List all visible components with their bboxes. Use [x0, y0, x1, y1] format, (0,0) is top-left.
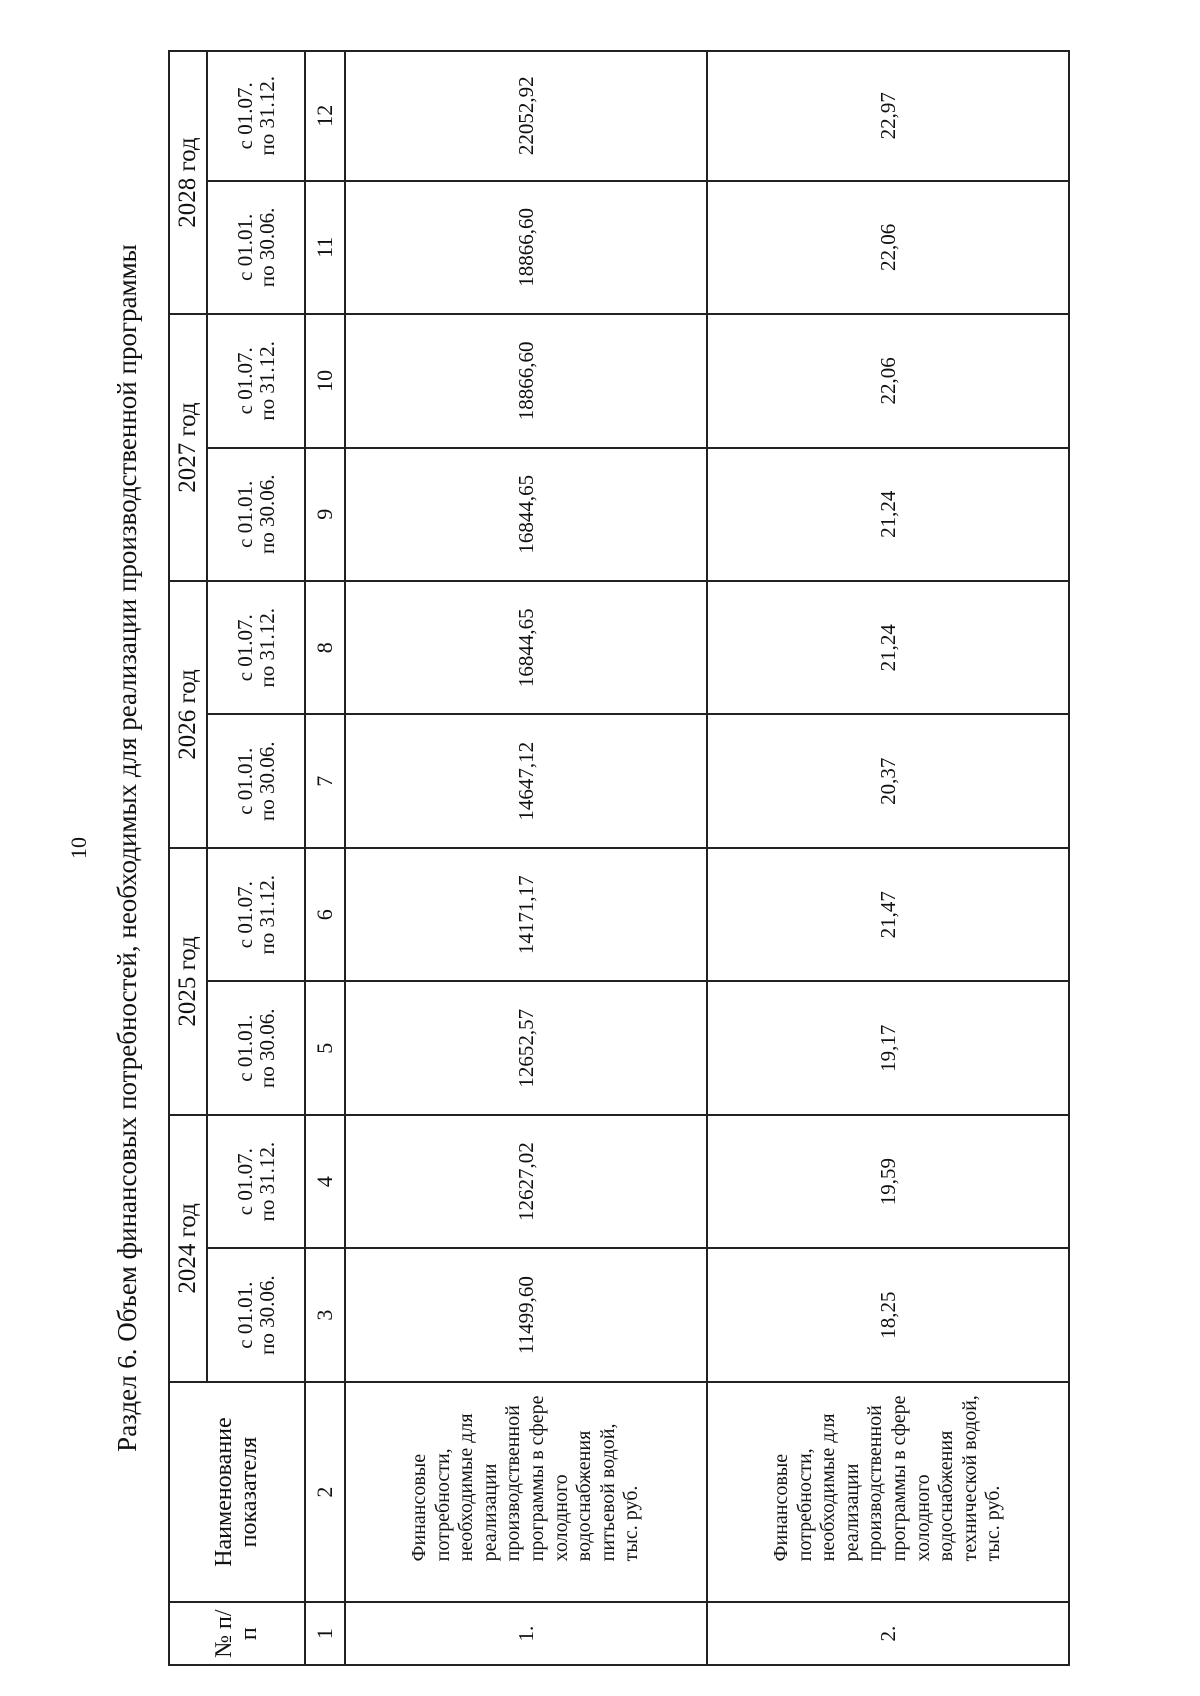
value-cell: 16844,65 — [345, 581, 707, 714]
value-cell: 18,25 — [707, 1248, 1069, 1381]
value-cell: 22052,92 — [345, 51, 707, 181]
column-number: 1 — [305, 1602, 345, 1665]
column-number: 5 — [305, 981, 345, 1114]
header-period: с 01.01. по 30.06. — [207, 715, 305, 848]
column-number: 8 — [305, 581, 345, 714]
table-row — [707, 51, 1069, 1665]
header-period: с 01.01. по 30.06. — [207, 1248, 305, 1381]
value-cell: 21,24 — [707, 448, 1069, 581]
value-cell: 21,24 — [707, 581, 1069, 714]
header-period: с 01.01. по 30.06. — [207, 981, 305, 1114]
page-number: 10 — [66, 837, 91, 859]
header-num: № п/п — [169, 1602, 305, 1665]
header-period: с 01.07. по 31.12. — [207, 581, 305, 714]
row-number: 1. — [345, 1602, 707, 1665]
value-cell: 21,47 — [707, 848, 1069, 981]
header-year: 2027 год — [169, 314, 207, 581]
header-period: с 01.01. по 30.06. — [207, 181, 305, 314]
value-cell: 19,17 — [707, 981, 1069, 1114]
column-number: 11 — [305, 181, 345, 314]
financial-needs-table-wrapper — [168, 50, 1070, 1666]
header-period: с 01.07. по 31.12. — [207, 848, 305, 981]
header-period: с 01.07. по 31.12. — [207, 1115, 305, 1248]
value-cell: 14171,17 — [345, 848, 707, 981]
value-cell: 22,06 — [707, 181, 1069, 314]
column-number: 4 — [305, 1115, 345, 1248]
value-cell: 12652,57 — [345, 981, 707, 1114]
row-number: 2. — [707, 1602, 1069, 1665]
header-period: с 01.07. по 31.12. — [207, 314, 305, 447]
column-number: 10 — [305, 314, 345, 447]
header-period: с 01.07. по 31.12. — [207, 51, 305, 181]
indicator-name: Финансовые потребности, необходимые для реализации производственной программы в сфере холодного водоснабжения питьевой водой, тыс. руб. — [345, 1382, 707, 1602]
header-year: 2028 год — [169, 51, 207, 314]
column-number: 7 — [305, 715, 345, 848]
column-number-row — [305, 51, 345, 1665]
column-number: 2 — [305, 1382, 345, 1602]
section-title: Раздел 6. Объем финансовых потребностей, необходимых для реализации производственной программы — [112, 244, 142, 1452]
column-number: 9 — [305, 448, 345, 581]
value-cell: 11499,60 — [345, 1248, 707, 1381]
value-cell: 20,37 — [707, 715, 1069, 848]
value-cell: 22,06 — [707, 314, 1069, 447]
header-period: с 01.01. по 30.06. — [207, 448, 305, 581]
column-number: 6 — [305, 848, 345, 981]
value-cell: 12627,02 — [345, 1115, 707, 1248]
value-cell: 22,97 — [707, 51, 1069, 181]
value-cell: 18866,60 — [345, 314, 707, 447]
table-row — [345, 51, 707, 1665]
column-number: 3 — [305, 1248, 345, 1381]
header-name: Наименование показателя — [169, 1382, 305, 1602]
header-row-years — [169, 51, 207, 1665]
header-year: 2024 год — [169, 1115, 207, 1382]
column-number: 12 — [305, 51, 345, 181]
financial-needs-table — [168, 50, 1070, 1666]
header-year: 2026 год — [169, 581, 207, 848]
indicator-name: Финансовые потребности, необходимые для реализации производственной программы в сфере холодного водоснабжения технической водой, тыс. руб. — [707, 1382, 1069, 1602]
value-cell: 16844,65 — [345, 448, 707, 581]
value-cell: 19,59 — [707, 1115, 1069, 1248]
header-year: 2025 год — [169, 848, 207, 1115]
value-cell: 18866,60 — [345, 181, 707, 314]
value-cell: 14647,12 — [345, 715, 707, 848]
